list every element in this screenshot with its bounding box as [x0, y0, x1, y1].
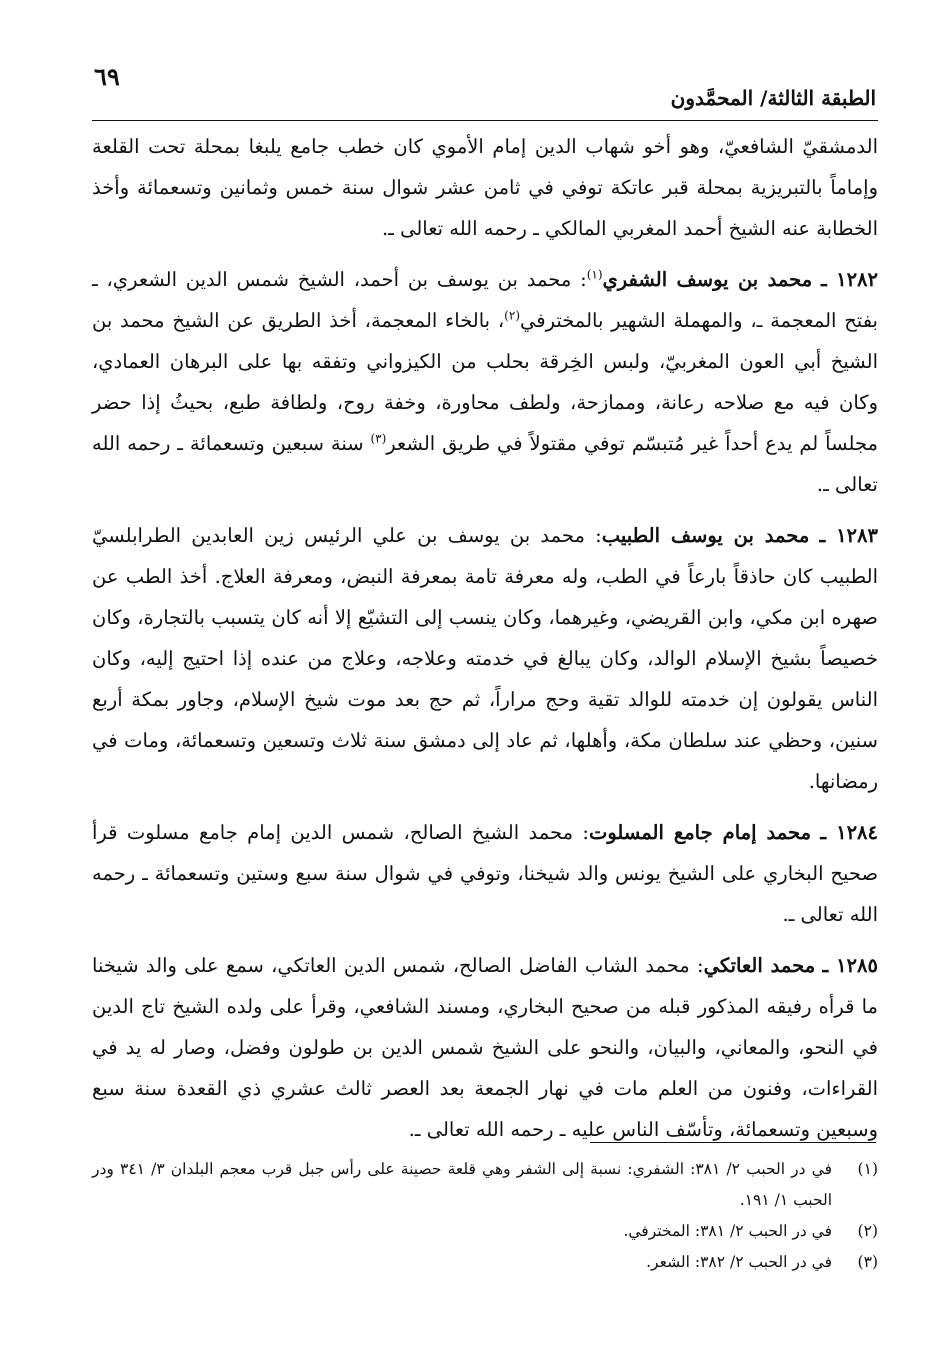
- entry-text: : محمد الشاب الفاضل الصالح، شمس الدين العاتكي، سمع على والد شيخنا ما قرأه رفيقه المذكور قبله من صحيح البخاري، ومسند الشافعي، وقرأ على ولده الشيخ تاج الدين في النحو، والمعاني، والبيان، والنحو على الشيخ شمس الدين بن طولون وفضل، وصار له يد في القراءات، وفنون من العلم مات في نهار الجمعة بعد العصر ثالث عشري ذي القعدة سنة سبع وسبعين وتسعمائة، وتأسّف الناس عليه ـ رحمه الله تعالى ـ.: [92, 954, 878, 1141]
- footnote-item: [92, 1154, 878, 1216]
- entry-1285: [92, 945, 878, 1150]
- footnote-text: في در الحبب ٢/ ٣٨١: المخترفي.: [623, 1222, 832, 1240]
- footnote-ref[interactable]: (١): [586, 267, 603, 282]
- entry-1283: [92, 515, 878, 802]
- footnote-label: (٢): [857, 1222, 878, 1240]
- footnote-item: [92, 1216, 878, 1247]
- entry-text: : محمد بن يوسف بن علي الرئيس زين العابدين الطرابلسيّ الطبيب كان حاذقاً بارعاً في الطب، وله معرفة تامة بمعرفة النبض، ومعرفة العلاج. أخذ الطب عن صهره ابن مكي، وابن القريضي، وغيرهما، وكان ينسب إلى التشيّع إلا أنه كان يتسبب بالتجارة، وكان خصيصاً بشيخ الإسلام الوالد، وكان يبالغ في خدمته وعلاجه، وعلاج من عنده إذا احتيج إليه، وكان الناس يقولون إن خدمته للوالد تقية وحج مراراً، ثم حج بعد موت شيخ الإسلام، وجاور بمكة أربع سنين، وحظي عند سلطان مكة، وأهلها، ثم عاد إلى دمشق سنة ثلاث وتسعين وتسعمائة، ومات في رمضانها.: [92, 524, 878, 793]
- entry-name: محمد بن يوسف الطبيب: [601, 524, 810, 547]
- entry-text: ، بالخاء المعجمة، أخذ الطريق عن الشيخ محمد بن الشيخ أبي العون المغربيّ، ولبس الخِرقة بحلب من الكيزواني وتفقه بها على البرهان العمادي، وكان فيه مع صلاحه رعانة، وممازحة، ولطف محاورة، وخفة روح، ولطافة طبع، بحيثُ إذا حضر مجلساً لم يدع أحداً غير مُتبسّم توفي مقتولاً في طريق الشعر: [92, 309, 878, 455]
- entry-1284: [92, 812, 878, 935]
- intro-text: الدمشقيّ الشافعيّ، وهو أخو شهاب الدين إمام الأموي كان خطب جامع يلبغا بمحلة تحت القلعة وإماماً بالتبريزية بمحلة قبر عاتكة توفي في ثامن عشر شوال سنة خمس وثمانين وتسعمائة وأخذ الخطابة عنه الشيخ أحمد المغربي المالكي ـ رحمه الله تعالى ـ.: [92, 135, 878, 240]
- page-number: ٦٩: [94, 62, 120, 91]
- footnote-label: (٣): [857, 1253, 878, 1271]
- entry-text: سنة سبعين وتسعمائة ـ رحمه الله تعالى ـ.: [92, 432, 878, 496]
- main-text: [92, 126, 878, 1160]
- running-title: الطبقة الثالثة/ المحمَّدون: [670, 86, 876, 110]
- entry-name: محمد بن يوسف الشفري: [602, 268, 813, 291]
- footnote-divider: [590, 1142, 876, 1143]
- page-header: [92, 62, 878, 121]
- entry-number: ١٢٨٥ ـ: [822, 954, 878, 977]
- entry-number: ١٢٨٢ ـ: [820, 268, 878, 291]
- entry-name: محمد إمام جامع المسلوت: [588, 821, 812, 844]
- footnote-text: في در الحبب ٢/ ٣٨٢: الشعر.: [646, 1253, 832, 1271]
- footnote-ref[interactable]: (٣): [370, 431, 387, 446]
- entry-number: ١٢٨٤ ـ: [820, 821, 878, 844]
- entry-1282: [92, 259, 878, 505]
- footnote-ref[interactable]: (٢): [504, 308, 520, 323]
- entry-number: ١٢٨٣ ـ: [819, 524, 878, 547]
- footnote-item: [92, 1247, 878, 1278]
- footnote-text: في در الحبب ٢/ ٣٨١: الشفري: نسبة إلى الشفر وهي قلعة حصينة على رأس جبل قرب معجم البلدان ٣/ ٣٤١ ودر الحبب ١/ ١٩١.: [92, 1160, 832, 1209]
- entry-text: : محمد الشيخ الصالح، شمس الدين إمام جامع مسلوت قرأ صحيح البخاري على الشيخ يونس والد شيخنا، وتوفي في شوال سنة سبع وستين وتسعمائة ـ رحمه الله تعالى ـ.: [92, 821, 878, 926]
- entry-name: محمد العاتكي: [703, 954, 816, 977]
- entry-text: : محمد بن يوسف بن أحمد، الشيخ شمس الدين الشعري، ـ بفتح المعجمة ـ، والمهملة الشهير بالمخترفي: [92, 268, 878, 332]
- footnote-label: (١): [857, 1160, 878, 1178]
- intro-paragraph: [92, 126, 878, 249]
- footnotes: [92, 1154, 878, 1278]
